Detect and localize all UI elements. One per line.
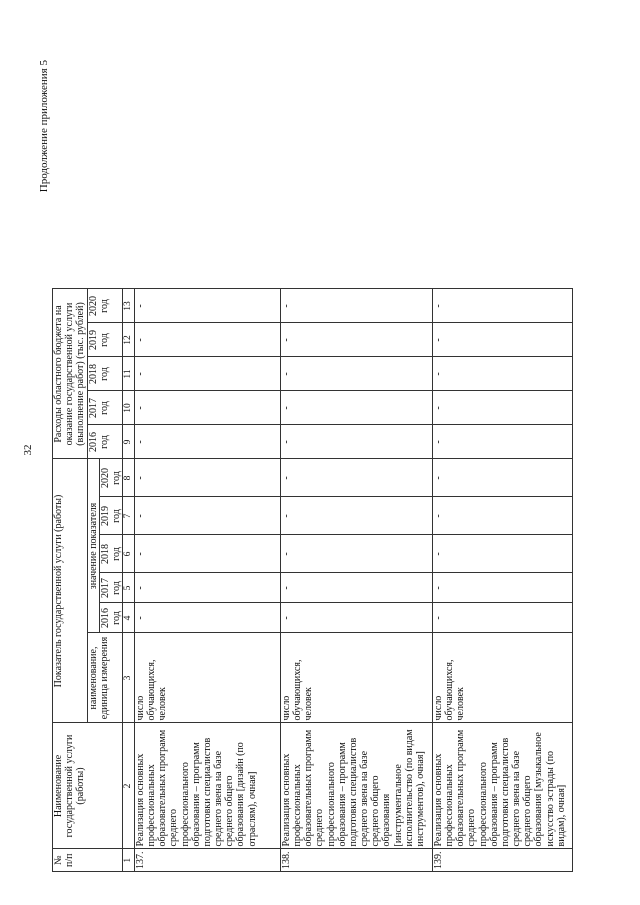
indicator-value-2017: - xyxy=(280,573,432,603)
header-indicator-value: значение показателя xyxy=(87,459,99,633)
rotated-sheet xyxy=(20,20,610,880)
indicator-value-2019: - xyxy=(432,497,572,535)
continuation-note: Продолжение приложения 5 xyxy=(38,60,50,193)
header-exp-year-2019: 2019 год xyxy=(87,323,123,357)
header-val-year-2017: 2017 год xyxy=(99,573,122,603)
indicator-unit: число обучающихся, человек xyxy=(134,633,280,723)
indicator-value-2018: - xyxy=(134,535,280,573)
colnum-4: 4 xyxy=(123,603,135,633)
header-val-year-2019: 2019 год xyxy=(99,497,122,535)
row-number: 139. xyxy=(432,849,572,872)
expense-2016: - xyxy=(432,425,572,459)
expense-2020: - xyxy=(432,289,572,323)
indicator-value-2016: - xyxy=(134,603,280,633)
colnum-10: 10 xyxy=(123,391,135,425)
indicator-unit: число обучающихся, человек xyxy=(432,633,572,723)
indicator-value-2016: - xyxy=(280,603,432,633)
header-val-year-2018: 2018 год xyxy=(99,535,122,573)
indicator-value-2017: - xyxy=(432,573,572,603)
expense-2020: - xyxy=(280,289,432,323)
row-number: 137. xyxy=(134,849,280,872)
header-expenses-group xyxy=(53,289,88,459)
expense-2020: - xyxy=(134,289,280,323)
service-name: Реализация основных профессиональных образовательных программ среднего профессионального образования – программ подготовки специалистов среднего звена на базе среднего общего образования [инструментальное исполнительство (по видам инструментов), очная] xyxy=(280,723,432,849)
colnum-2: 2 xyxy=(123,723,135,849)
header-no: № п/п xyxy=(53,849,123,872)
colnum-9: 9 xyxy=(123,425,135,459)
indicator-value-2018: - xyxy=(280,535,432,573)
table-row xyxy=(280,289,432,872)
colnum-3: 3 xyxy=(123,633,135,723)
header-val-year-2016: 2016 год xyxy=(99,603,122,633)
colnum-1: 1 xyxy=(123,849,135,872)
colnum-12: 12 xyxy=(123,323,135,357)
indicator-value-2020: - xyxy=(134,459,280,497)
indicator-unit: число обучающихся, человек xyxy=(280,633,432,723)
expense-2016: - xyxy=(134,425,280,459)
service-name: Реализация основных профессиональных образовательных программ среднего профессионального образования – программ подготовки специалистов среднего звена на базе среднего общего образования [музыкальное искусство эстрады (по видам), очная] xyxy=(432,723,572,849)
table-row xyxy=(432,289,572,872)
expense-2019: - xyxy=(280,323,432,357)
expense-2017: - xyxy=(280,391,432,425)
expense-2018: - xyxy=(280,357,432,391)
table-row xyxy=(134,289,280,872)
header-exp-year-2020: 2020 год xyxy=(87,289,123,323)
row-number: 138. xyxy=(280,849,432,872)
header-exp-year-2018: 2018 год xyxy=(87,357,123,391)
header-service-name: Наименование государственной услуги (работы) xyxy=(53,723,123,849)
expense-2016: - xyxy=(280,425,432,459)
expense-2018: - xyxy=(134,357,280,391)
header-row-1 xyxy=(53,289,88,872)
indicator-value-2016: - xyxy=(432,603,572,633)
service-name: Реализация основных профессиональных образовательных программ среднего профессионального образования – программ подготовки специалистов среднего звена на базе среднего общего образования [дизайн (по отраслям), очная] xyxy=(134,723,280,849)
colnum-11: 11 xyxy=(123,357,135,391)
expense-2019: - xyxy=(134,323,280,357)
indicator-value-2017: - xyxy=(134,573,280,603)
header-exp-year-2017: 2017 год xyxy=(87,391,123,425)
indicator-value-2020: - xyxy=(432,459,572,497)
expense-2019: - xyxy=(432,323,572,357)
expense-2017: - xyxy=(432,391,572,425)
header-expenses-unit: (тыс. рублей) xyxy=(75,302,87,359)
colnum-8: 8 xyxy=(123,459,135,497)
expense-2018: - xyxy=(432,357,572,391)
colnum-6: 6 xyxy=(123,535,135,573)
colnum-7: 7 xyxy=(123,497,135,535)
indicator-value-2019: - xyxy=(134,497,280,535)
indicator-value-2018: - xyxy=(432,535,572,573)
indicator-value-2020: - xyxy=(280,459,432,497)
colnum-5: 5 xyxy=(123,573,135,603)
header-val-year-2020: 2020 год xyxy=(99,459,122,497)
header-indicator-group: Показатель государственной услуги (работы) xyxy=(53,459,88,723)
header-expenses-text: Расходы областного бюджета на оказание государственной услуги (выполнение работ) xyxy=(53,302,87,446)
page-number: 32 xyxy=(22,444,34,456)
header-exp-year-2016: 2016 год xyxy=(87,425,123,459)
colnum-13: 13 xyxy=(123,289,135,323)
column-numbers-row xyxy=(123,289,135,872)
header-indicator-name: наименование, единица измерения xyxy=(87,633,123,723)
indicator-value-2019: - xyxy=(280,497,432,535)
services-table xyxy=(52,289,573,873)
expense-2017: - xyxy=(134,391,280,425)
